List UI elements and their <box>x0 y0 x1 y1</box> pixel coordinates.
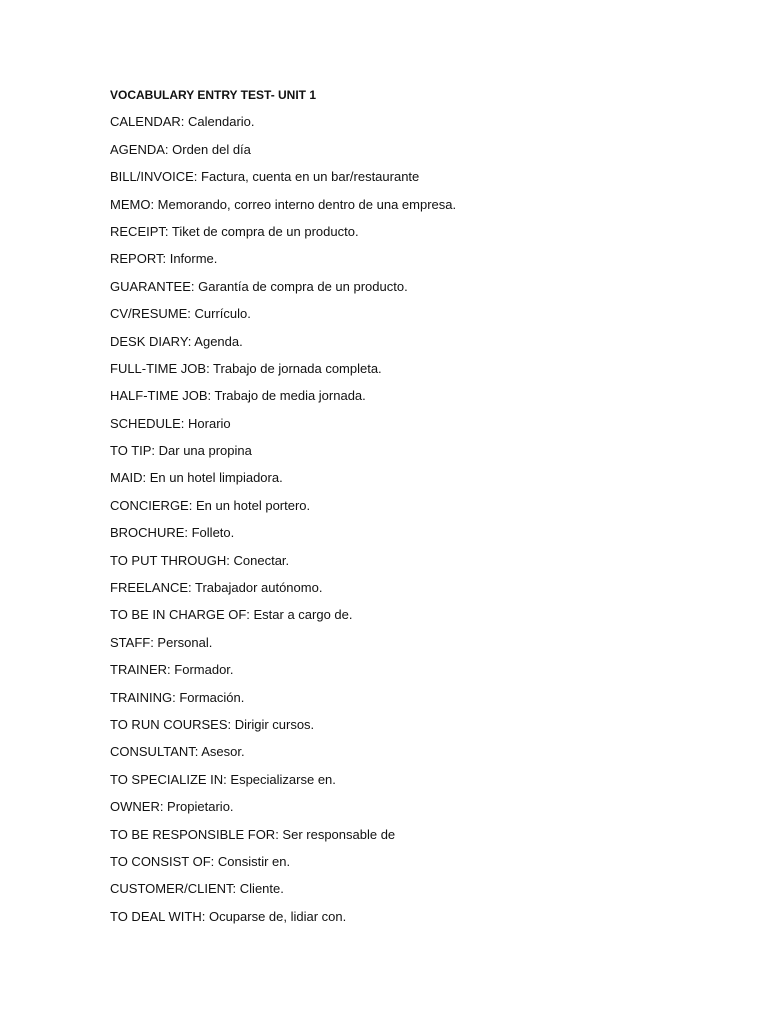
document-title: VOCABULARY ENTRY TEST- UNIT 1 <box>110 88 317 102</box>
vocabulary-entry: MAID: En un hotel limpiadora. <box>110 470 283 486</box>
vocabulary-list <box>110 113 710 925</box>
vocabulary-entry: CUSTOMER/CLIENT: Cliente. <box>110 881 284 897</box>
vocabulary-entry: RECEIPT: Tiket de compra de un producto. <box>110 223 359 239</box>
vocabulary-entry: BILL/INVOICE: Factura, cuenta en un bar/restaurante <box>110 169 420 185</box>
vocabulary-entry: TO RUN COURSES: Dirigir cursos. <box>110 716 315 732</box>
vocabulary-entry: MEMO: Memorando, correo interno dentro de una empresa. <box>110 196 457 212</box>
document-body <box>110 86 710 935</box>
vocabulary-entry: TO BE RESPONSIBLE FOR: Ser responsable de <box>110 826 396 842</box>
vocabulary-entry: OWNER: Propietario. <box>110 799 234 815</box>
vocabulary-entry: CONSULTANT: Asesor. <box>110 744 245 760</box>
vocabulary-entry: TO DEAL WITH: Ocuparse de, lidiar con. <box>110 908 347 924</box>
vocabulary-entry: CALENDAR: Calendario. <box>110 114 255 130</box>
vocabulary-entry: TO PUT THROUGH: Conectar. <box>110 552 290 568</box>
vocabulary-entry: AGENDA: Orden del día <box>110 141 251 157</box>
vocabulary-entry: BROCHURE: Folleto. <box>110 525 235 541</box>
vocabulary-entry: TRAINER: Formador. <box>110 662 234 678</box>
vocabulary-entry: DESK DIARY: Agenda. <box>110 333 243 349</box>
vocabulary-entry: FREELANCE: Trabajador autónomo. <box>110 580 323 596</box>
vocabulary-entry: TO CONSIST OF: Consistir en. <box>110 853 291 869</box>
vocabulary-entry: HALF-TIME JOB: Trabajo de media jornada. <box>110 388 366 404</box>
vocabulary-entry: FULL-TIME JOB: Trabajo de jornada completa. <box>110 360 382 376</box>
vocabulary-entry: TO BE IN CHARGE OF: Estar a cargo de. <box>110 607 353 623</box>
vocabulary-entry: SCHEDULE: Horario <box>110 415 231 431</box>
vocabulary-entry: GUARANTEE: Garantía de compra de un producto. <box>110 278 408 294</box>
vocabulary-entry: TO SPECIALIZE IN: Especializarse en. <box>110 771 336 787</box>
vocabulary-entry: TRAINING: Formación. <box>110 689 245 705</box>
vocabulary-entry: CV/RESUME: Currículo. <box>110 306 251 322</box>
vocabulary-entry: TO TIP: Dar una propina <box>110 443 252 459</box>
vocabulary-entry: CONCIERGE: En un hotel portero. <box>110 497 311 513</box>
vocabulary-entry: STAFF: Personal. <box>110 634 213 650</box>
vocabulary-entry: REPORT: Informe. <box>110 251 218 267</box>
